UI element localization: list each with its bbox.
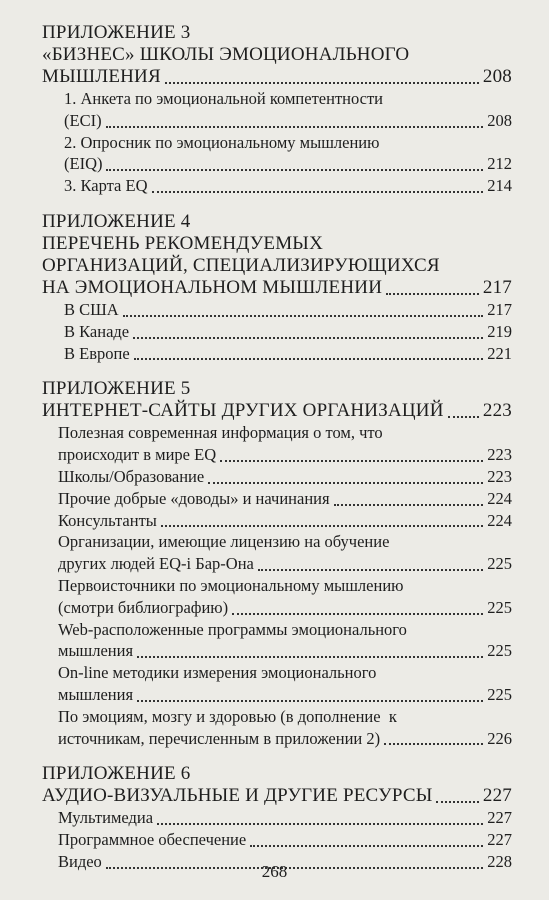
entry-page: 227	[487, 808, 512, 828]
toc-subentry[interactable]	[42, 88, 512, 132]
entry-page: 223	[487, 445, 512, 465]
section-title: «БИЗНЕС» ШКОЛЫ ЭМОЦИОНАЛЬНОГО	[42, 44, 410, 65]
entry-title: мышления	[58, 641, 134, 661]
leader-dots	[384, 742, 483, 745]
entry-page: 219	[487, 321, 512, 341]
toc-section-appendix-3	[42, 22, 512, 197]
leader-dots	[161, 524, 483, 527]
entry-title: АУДИО-ВИЗУАЛЬНЫЕ И ДРУГИЕ РЕСУРСЫ	[42, 785, 433, 807]
entry-title: Видео	[58, 851, 102, 871]
entry-title: 3. Карта EQ	[64, 176, 148, 196]
entry-page: 226	[487, 728, 512, 748]
entry-title: других людей EQ-i Бар-Она	[58, 554, 254, 574]
entry-title: (ECI)	[64, 110, 102, 130]
entry-text: Первоисточники по эмоциональному мышлению	[58, 575, 404, 595]
toc-entry[interactable]	[42, 277, 512, 299]
toc-subentry[interactable]	[42, 531, 512, 575]
toc-subentry[interactable]	[42, 299, 512, 321]
entry-text: Организации, имеющие лицензию на обучение	[58, 532, 390, 552]
entry-text: 2. Опросник по эмоциональному мышлению	[64, 132, 380, 152]
leader-dots	[133, 336, 483, 339]
entry-page: 217	[487, 299, 512, 319]
entry-page: 223	[487, 466, 512, 486]
entry-title: происходит в мире EQ	[58, 445, 217, 465]
section-title: ОРГАНИЗАЦИЙ, СПЕЦИАЛИЗИРУЮЩИХСЯ	[42, 254, 440, 276]
leader-dots	[232, 612, 483, 615]
entry-page: 225	[487, 597, 512, 617]
entry-page: 225	[487, 684, 512, 704]
entry-title: Консультанты	[58, 510, 157, 530]
entry-title: (EIQ)	[64, 154, 103, 174]
entry-text: On-line методики измерения эмоционального	[58, 663, 377, 683]
toc-subentry[interactable]	[42, 619, 512, 663]
toc-subentry[interactable]	[42, 175, 512, 197]
toc-subentry[interactable]	[42, 321, 512, 343]
toc-subentry[interactable]	[42, 422, 512, 466]
entry-text: Web-расположенные программы эмоционального	[58, 619, 407, 639]
leader-dots	[123, 314, 484, 317]
toc-page	[42, 22, 512, 887]
toc-subentry[interactable]	[42, 132, 512, 176]
entry-page: 225	[487, 641, 512, 661]
entry-page: 221	[487, 343, 512, 363]
entry-page: 227	[482, 785, 512, 807]
toc-subentry[interactable]	[42, 807, 512, 829]
entry-page: 224	[487, 510, 512, 530]
leader-dots	[137, 655, 483, 658]
entry-title: Школы/Образование	[58, 466, 205, 486]
section-title: ПРИЛОЖЕНИЕ 4	[42, 210, 191, 232]
entry-page: 227	[487, 830, 512, 850]
leader-dots	[106, 168, 483, 171]
entry-page: 224	[487, 488, 512, 508]
leader-dots	[386, 292, 479, 295]
toc-subentry[interactable]	[42, 466, 512, 488]
leader-dots	[334, 503, 484, 506]
section-title: ПРИЛОЖЕНИЕ 5	[42, 378, 191, 400]
leader-dots	[258, 568, 483, 571]
entry-page: 208	[487, 110, 512, 130]
toc-subentry[interactable]	[42, 829, 512, 851]
entry-page: 217	[482, 276, 512, 298]
entry-text: 1. Анкета по эмоциональной компетентности	[64, 89, 384, 108]
entry-page: 223	[482, 400, 512, 422]
entry-title: Программное обеспечение	[58, 830, 247, 850]
leader-dots	[152, 190, 484, 193]
leader-dots	[137, 699, 483, 702]
leader-dots	[436, 800, 478, 803]
toc-entry[interactable]	[42, 785, 512, 807]
leader-dots	[208, 481, 483, 484]
toc-section-appendix-6	[42, 763, 512, 872]
leader-dots	[157, 822, 483, 825]
entry-page: 212	[487, 154, 512, 174]
entry-title: В США	[64, 299, 119, 319]
entry-page: 228	[487, 851, 512, 871]
toc-section-appendix-5	[42, 378, 512, 749]
leader-dots	[134, 357, 484, 360]
leader-dots	[448, 415, 479, 418]
leader-dots	[165, 81, 479, 84]
toc-subentry[interactable]	[42, 343, 512, 365]
entry-page: 214	[487, 176, 512, 196]
leader-dots	[220, 459, 483, 462]
entry-title: В Европе	[64, 343, 130, 363]
toc-subentry[interactable]	[42, 510, 512, 532]
entry-title: мышления	[58, 684, 134, 704]
toc-entry[interactable]	[42, 400, 512, 422]
toc-section-appendix-4	[42, 211, 512, 364]
section-title: ПРИЛОЖЕНИЕ 3	[42, 22, 191, 43]
leader-dots	[250, 844, 483, 847]
section-title: ПРИЛОЖЕНИЕ 6	[42, 763, 191, 785]
entry-page: 208	[482, 66, 512, 87]
entry-text: По эмоциям, мозгу и здоровью (в дополнение к	[58, 706, 397, 726]
entry-title: источникам, перечисленным в приложении 2)	[58, 728, 381, 748]
entry-title: НА ЭМОЦИОНАЛЬНОМ МЫШЛЕНИИ	[42, 276, 383, 298]
entry-text: Полезная современная информация о том, что	[58, 423, 383, 443]
entry-page: 225	[487, 554, 512, 574]
leader-dots	[106, 125, 484, 128]
entry-title: (смотри библиографию)	[58, 597, 229, 617]
entry-title: В Канаде	[64, 321, 130, 341]
section-title: ПЕРЕЧЕНЬ РЕКОМЕНДУЕМЫХ	[42, 232, 323, 254]
entry-title: МЫШЛЕНИЯ	[42, 66, 161, 87]
toc-subentry[interactable]	[42, 575, 512, 619]
entry-title: ИНТЕРНЕТ-САЙТЫ ДРУГИХ ОРГАНИЗАЦИЙ	[42, 400, 444, 422]
toc-subentry[interactable]	[42, 488, 512, 510]
entry-title: Мультимедиа	[58, 808, 154, 828]
entry-title: Прочие добрые «доводы» и начинания	[58, 488, 330, 508]
toc-subentry[interactable]	[42, 706, 512, 750]
toc-entry[interactable]	[42, 66, 512, 88]
page-number: 268	[261, 862, 288, 881]
toc-subentry[interactable]	[42, 662, 512, 706]
